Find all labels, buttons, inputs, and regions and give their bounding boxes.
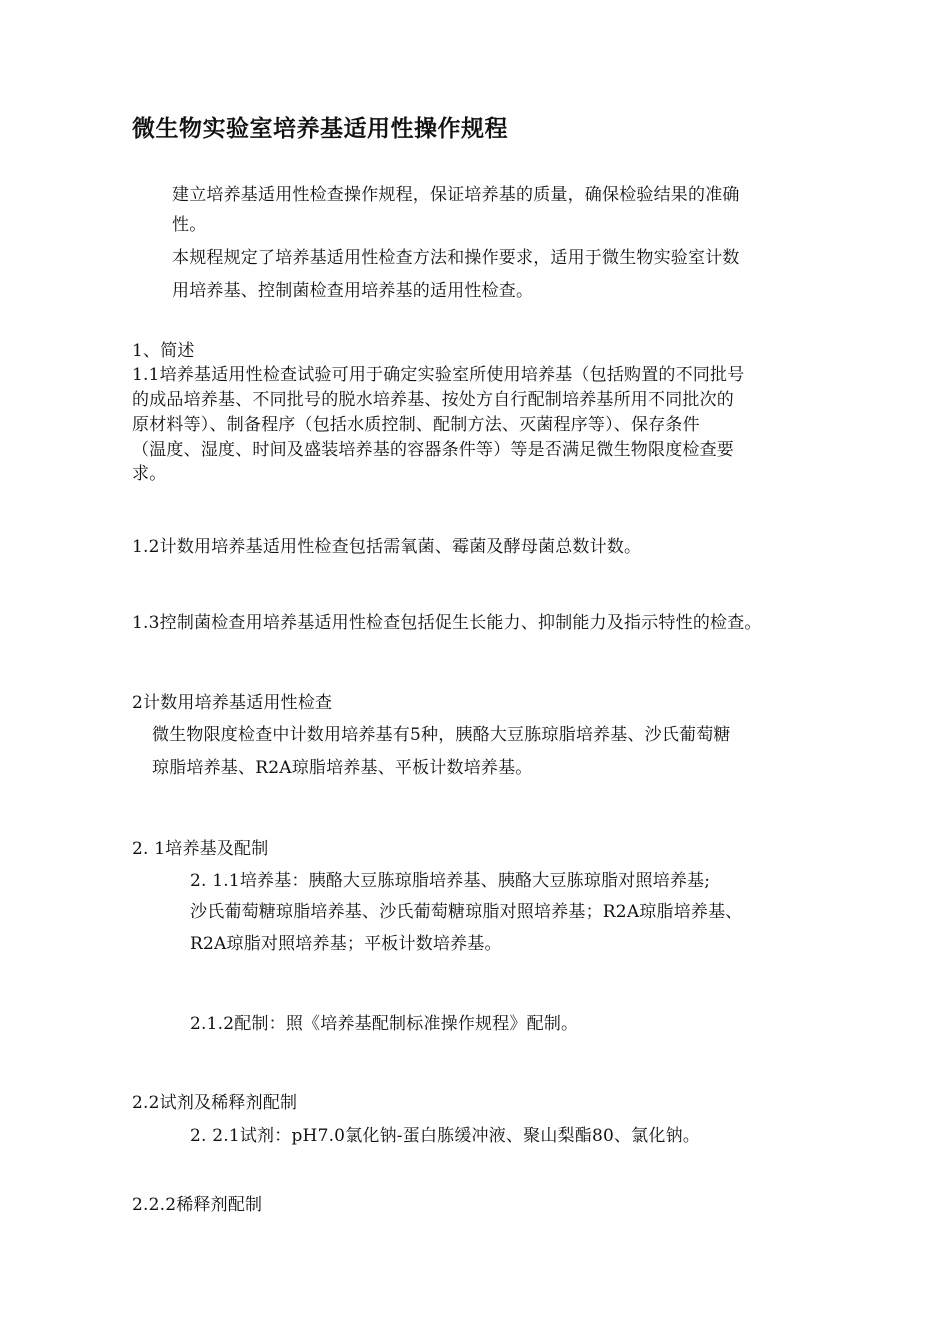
intro-line-4: 用培养基、控制菌检查用培养基的适用性检查。 [172, 281, 534, 301]
paragraph-line: 沙氏葡萄糖琼脂培养基、沙氏葡萄糖琼脂对照培养基；R2A琼脂培养基、 [190, 902, 743, 922]
paragraph-line: 2. 2.1试剂：pH7.0氯化钠-蛋白胨缓冲液、聚山梨酯80、氯化钠。 [190, 1126, 700, 1146]
paragraph-line: 1.2计数用培养基适用性检查包括需氧菌、霉菌及酵母菌总数计数。 [132, 537, 642, 557]
paragraph-line: 2.1.2配制：照《培养基配制标准操作规程》配制。 [190, 1014, 579, 1034]
paragraph-line: 2. 1.1培养基：胰酪大豆胨琼脂培养基、胰酪大豆胨琼脂对照培养基; [190, 871, 711, 891]
document-title: 微生物实验室培养基适用性操作规程 [132, 116, 508, 142]
paragraph-line: 求。 [132, 464, 167, 484]
subsection-heading: 2. 1培养基及配制 [132, 839, 269, 859]
intro-line-3: 本规程规定了培养基适用性检查方法和操作要求，适用于微生物实验室计数 [172, 248, 740, 268]
subsection-heading: 2.2试剂及稀释剂配制 [132, 1093, 298, 1113]
paragraph-line: 微生物限度检查中计数用培养基有5种，胰酪大豆胨琼脂培养基、沙氏葡萄糖 [152, 725, 731, 745]
paragraph-line: 的成品培养基、不同批号的脱水培养基、按处方自行配制培养基所用不同批次的 [132, 390, 734, 410]
paragraph-line: R2A琼脂对照培养基；平板计数培养基。 [190, 934, 502, 954]
section-heading-2: 2计数用培养基适用性检查 [132, 693, 333, 713]
subsection-heading: 2.2.2稀释剂配制 [132, 1195, 263, 1215]
paragraph-line: 琼脂培养基、R2A琼脂培养基、平板计数培养基。 [152, 758, 533, 778]
intro-line-2: 性。 [172, 215, 207, 235]
paragraph-line: 1.3控制菌检查用培养基适用性检查包括促生长能力、抑制能力及指示特性的检查。 [132, 613, 762, 633]
intro-line-1: 建立培养基适用性检查操作规程，保证培养基的质量，确保检验结果的准确 [172, 185, 740, 205]
paragraph-line: 1.1培养基适用性检查试验可用于确定实验室所使用培养基（包括购置的不同批号 [132, 365, 745, 385]
paragraph-line: 原材料等）、制备程序（包括水质控制、配制方法、灭菌程序等）、保存条件 [132, 415, 700, 435]
section-heading-1: 1、简述 [132, 341, 195, 361]
paragraph-line: （温度、湿度、时间及盛装培养基的容器条件等）等是否满足微生物限度检查要 [132, 440, 734, 460]
